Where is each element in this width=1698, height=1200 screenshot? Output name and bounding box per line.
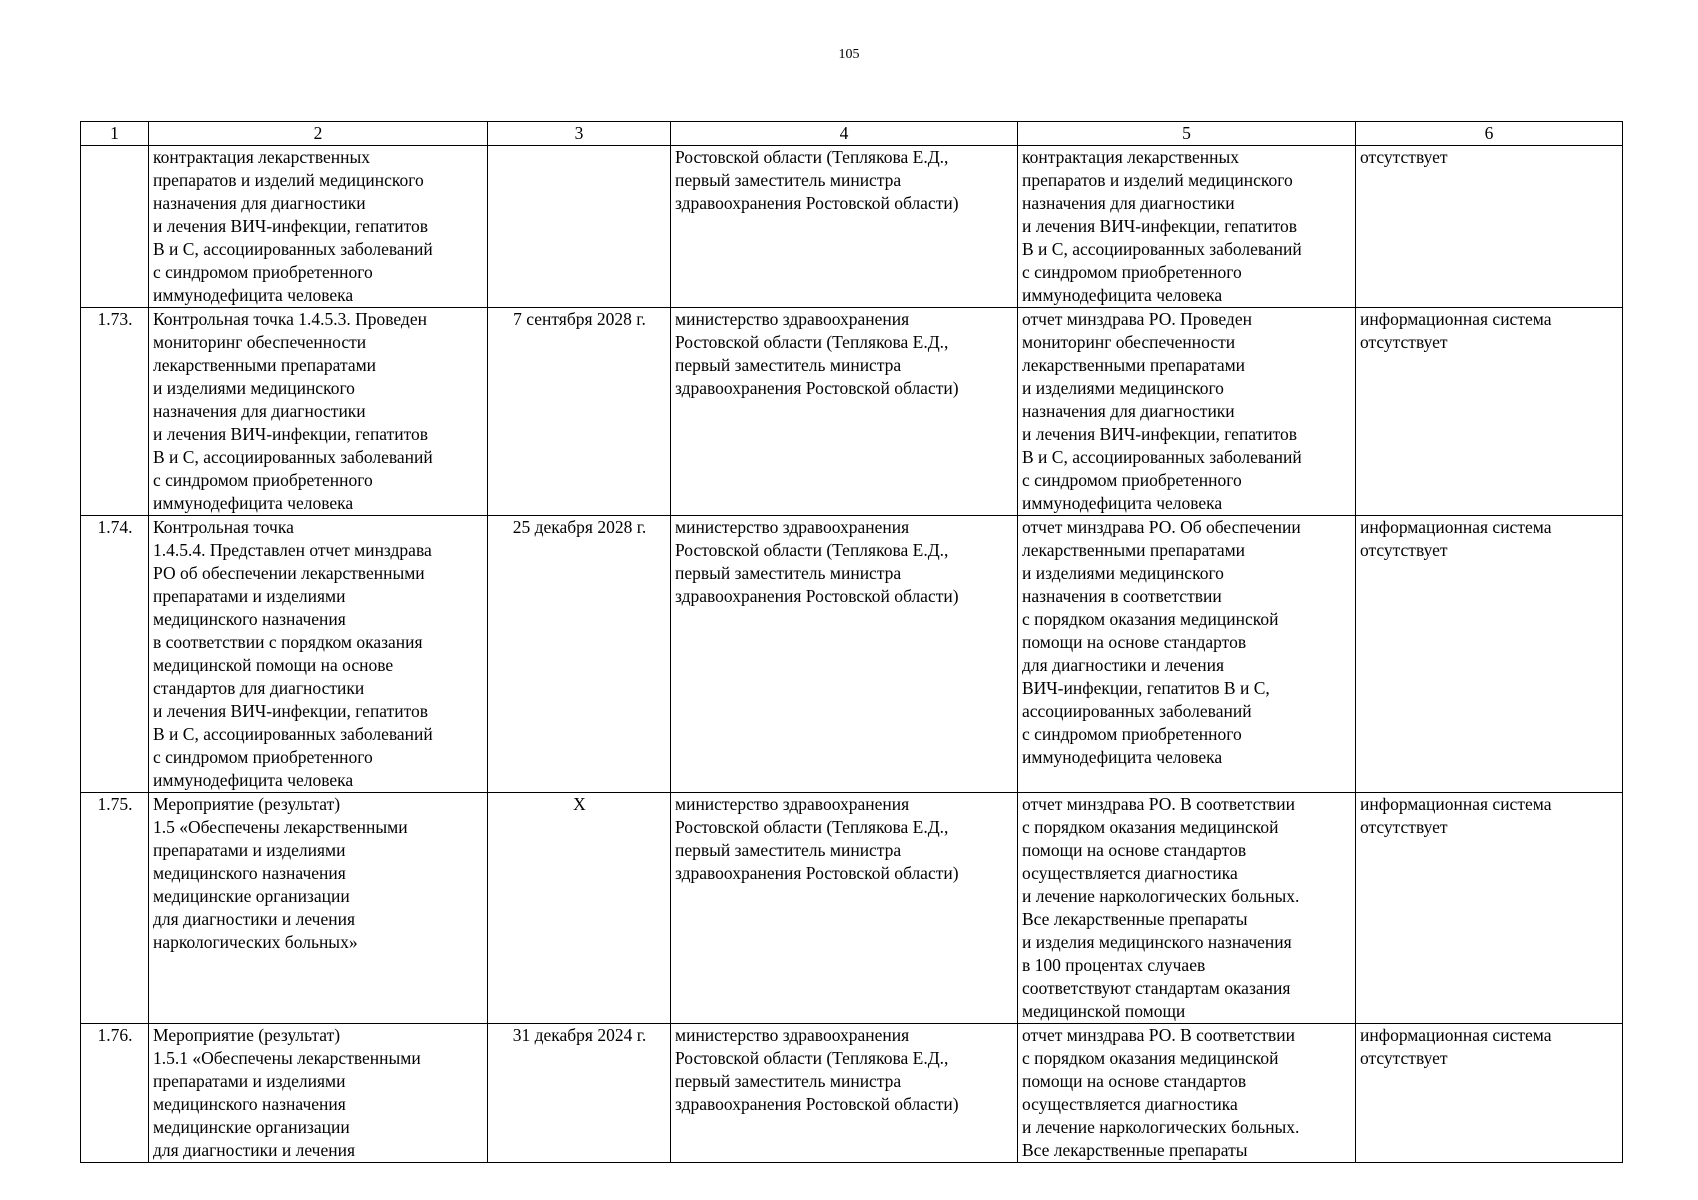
document-cell: отчет минздрава РО. Проведен мониторинг обеспеченности лекарственными препаратами и изделиями медицинского назначения для диагностики и лечения ВИЧ-инфекции, гепатитов В и С, ассоциированных заболеваний с синдромом приобретенного иммунодефицита человека: [1018, 308, 1356, 516]
document-cell: отчет минздрава РО. В соответствии с порядком оказания медицинской помощи на основе стандартов осуществляется диагностика и лечение наркологических больных. Все лекарственные препараты: [1018, 1024, 1356, 1163]
document-cell: контрактация лекарственных препаратов и изделий медицинского назначения для диагностики и лечения ВИЧ-инфекции, гепатитов В и С, ассоциированных заболеваний с синдромом приобретенного иммунодефицита человека: [1018, 146, 1356, 308]
row-number-cell: 1.74.: [81, 516, 149, 793]
row-number-cell: 1.75.: [81, 793, 149, 1024]
row-number-cell: 1.73.: [81, 308, 149, 516]
measure-name-cell: контрактация лекарственных препаратов и изделий медицинского назначения для диагностики и лечения ВИЧ-инфекции, гепатитов В и С, ассоциированных заболеваний с синдромом приобретенного иммунодефицита человека: [149, 146, 488, 308]
info-system-cell: информационная система отсутствует: [1356, 1024, 1623, 1163]
responsible-cell: министерство здравоохранения Ростовской области (Теплякова Е.Д., первый заместитель министра здравоохранения Ростовской области): [671, 1024, 1018, 1163]
deadline-cell: X: [488, 793, 671, 1024]
plan-table: [80, 121, 1623, 1163]
info-system-cell: отсутствует: [1356, 146, 1623, 308]
column-header-6: 6: [1356, 122, 1623, 146]
table-row: [81, 793, 1623, 1024]
row-number-cell: 1.76.: [81, 1024, 149, 1163]
column-header-2: 2: [149, 122, 488, 146]
document-cell: отчет минздрава РО. Об обеспечении лекарственными препаратами и изделиями медицинского назначения в соответствии с порядком оказания медицинской помощи на основе стандартов для диагностики и лечения ВИЧ-инфекции, гепатитов В и С, ассоциированных заболеваний с синдромом приобретенного иммунодефицита человека: [1018, 516, 1356, 793]
table-header-row: [81, 122, 1623, 146]
measure-name-cell: Контрольная точка 1.4.5.3. Проведен мониторинг обеспеченности лекарственными препаратами и изделиями медицинского назначения для диагностики и лечения ВИЧ-инфекции, гепатитов В и С, ассоциированных заболеваний с синдромом приобретенного иммунодефицита человека: [149, 308, 488, 516]
column-header-5: 5: [1018, 122, 1356, 146]
document-cell: отчет минздрава РО. В соответствии с порядком оказания медицинской помощи на основе стандартов осуществляется диагностика и лечение наркологических больных. Все лекарственные препараты и изделия медицинского назначения в 100 процентах случаев соответствуют стандартам оказания медицинской помощи: [1018, 793, 1356, 1024]
info-system-cell: информационная система отсутствует: [1356, 793, 1623, 1024]
deadline-cell: 31 декабря 2024 г.: [488, 1024, 671, 1163]
column-header-1: 1: [81, 122, 149, 146]
column-header-4: 4: [671, 122, 1018, 146]
deadline-cell: 7 сентября 2028 г.: [488, 308, 671, 516]
measure-name-cell: Контрольная точка 1.4.5.4. Представлен отчет минздрава РО об обеспечении лекарственными препаратами и изделиями медицинского назначения в соответствии с порядком оказания медицинской помощи на основе стандартов для диагностики и лечения ВИЧ-инфекции, гепатитов В и С, ассоциированных заболеваний с синдромом приобретенного иммунодефицита человека: [149, 516, 488, 793]
table-row: [81, 516, 1623, 793]
measure-name-cell: Мероприятие (результат) 1.5 «Обеспечены лекарственными препаратами и изделиями медицинского назначения медицинские организации для диагностики и лечения наркологических больных»: [149, 793, 488, 1024]
table-row: [81, 308, 1623, 516]
responsible-cell: министерство здравоохранения Ростовской области (Теплякова Е.Д., первый заместитель министра здравоохранения Ростовской области): [671, 308, 1018, 516]
table-row: [81, 146, 1623, 308]
table-row: [81, 1024, 1623, 1163]
responsible-cell: министерство здравоохранения Ростовской области (Теплякова Е.Д., первый заместитель министра здравоохранения Ростовской области): [671, 793, 1018, 1024]
info-system-cell: информационная система отсутствует: [1356, 516, 1623, 793]
responsible-cell: министерство здравоохранения Ростовской области (Теплякова Е.Д., первый заместитель министра здравоохранения Ростовской области): [671, 516, 1018, 793]
measure-name-cell: Мероприятие (результат) 1.5.1 «Обеспечены лекарственными препаратами и изделиями медицинского назначения медицинские организации для диагностики и лечения: [149, 1024, 488, 1163]
info-system-cell: информационная система отсутствует: [1356, 308, 1623, 516]
column-header-3: 3: [488, 122, 671, 146]
deadline-cell: [488, 146, 671, 308]
responsible-cell: Ростовской области (Теплякова Е.Д., первый заместитель министра здравоохранения Ростовской области): [671, 146, 1018, 308]
row-number-cell: [81, 146, 149, 308]
deadline-cell: 25 декабря 2028 г.: [488, 516, 671, 793]
page-number: 105: [838, 47, 860, 62]
